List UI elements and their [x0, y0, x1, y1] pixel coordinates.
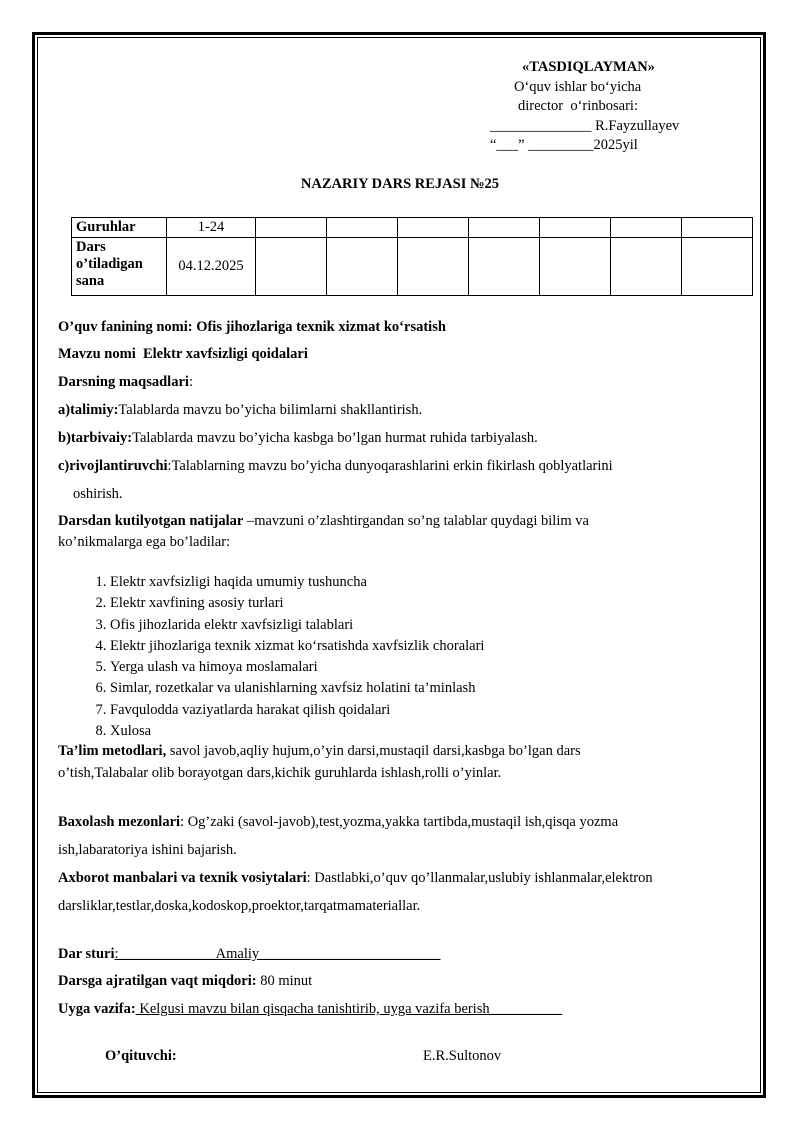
- results-intro-text: –mavzuni o’zlashtirgandan so’ng talablar quydagi bilim va: [243, 513, 589, 529]
- list-item: 6. Simlar, rozetkalar va ulanishlarning xavfsiz holatini ta’minlash: [110, 678, 484, 699]
- results-list: [58, 572, 484, 742]
- sources-continuation: darsliklar,testlar,doska,kodoskop,proektor,tarqatmamateriallar.: [58, 898, 421, 914]
- table-cell: [256, 238, 327, 296]
- goal-c-label: c)rivojlantiruvchi: [58, 458, 168, 474]
- methods-label: Ta’lim metodlari,: [58, 743, 167, 759]
- table-cell: [611, 238, 682, 296]
- list-item: 3. Ofis jihozlarida elektr xavfsizligi talablari: [110, 615, 484, 636]
- results-label: Darsdan kutilyotgan natijalar: [58, 513, 244, 529]
- assessment-continuation: ish,labaratoriya ishini bajarish.: [58, 842, 237, 858]
- table-cell: [540, 218, 611, 238]
- methods-continuation: o’tish,Talabalar olib borayotgan dars,kichik guruhlarda ishlash,rolli o’yinlar.: [58, 765, 502, 781]
- goal-c-text: :Talablarning mavzu bo’yicha dunyoqarashlarini erkin fikirlash qoblyatlarini: [167, 458, 613, 474]
- date-label: Dars o’tiladigan sana: [72, 238, 167, 296]
- goal-a-label: a)talimiy:: [58, 402, 119, 418]
- methods-text: savol javob,aqliy hujum,o’yin darsi,mustaqil darsi,kasbga bo’lgan dars: [166, 743, 581, 759]
- page-border-inner: [37, 37, 761, 1093]
- date-value: 04.12.2025: [167, 238, 256, 296]
- list-item: 7. Favqulodda vaziyatlarda harakat qilish qoidalari: [110, 700, 484, 721]
- goal-b-text: Talablarda mavzu bo’yicha kasbga bo’lgan hurmat ruhida tarbiyalash.: [132, 430, 538, 446]
- teacher-label: O’qituvchi:: [105, 1048, 177, 1064]
- groups-label: Guruhlar: [72, 218, 167, 238]
- table-cell: [540, 238, 611, 296]
- table-row: [72, 238, 753, 296]
- results-intro: [58, 513, 589, 530]
- goals-label: Darsning maqsadlari: [58, 374, 189, 390]
- table-cell: [682, 218, 753, 238]
- approval-heading: «TASDIQLAYMAN»: [522, 59, 655, 75]
- table-cell: [398, 238, 469, 296]
- table-cell: [469, 238, 540, 296]
- sources-label: Axborot manbalari va texnik vosiytalari: [58, 870, 307, 886]
- groups-table: [71, 217, 753, 296]
- table-cell: [327, 238, 398, 296]
- document-title: NAZARIY DARS REJASI №25: [300, 176, 500, 192]
- goal-a-text: Talablarda mavzu bo’yicha bilimlarni shakllantirish.: [118, 402, 423, 418]
- goals-heading: Darsning maqsadlari:: [58, 374, 193, 390]
- goal-b: [58, 430, 538, 447]
- time-label: Darsga ajratilgan vaqt miqdori:: [58, 973, 257, 989]
- approval-line-2: director o‘rinbosari:: [518, 98, 638, 114]
- table-cell: [611, 218, 682, 238]
- topic-label: Mavzu nomi: [58, 346, 136, 362]
- teacher-name: E.R.Sultonov: [423, 1048, 502, 1064]
- topic-value: Elektr xavfsizligi qoidalari: [142, 346, 308, 362]
- approval-block: [490, 58, 760, 156]
- homework-value: Kelgusi mavzu bilan qisqacha tanishtirib, uyga vazifa berish__________: [135, 1001, 563, 1017]
- sources-text: : Dastlabki,o’quv qo’llanmalar,uslubiy ishlanmalar,elektron: [306, 870, 653, 886]
- approval-signature-line: ______________ R.Fayzullayev: [490, 117, 680, 134]
- sources-line: [58, 870, 653, 887]
- lesson-type-label: Dar sturi: [58, 946, 115, 962]
- approval-date-line: “___” _________2025yil: [490, 137, 638, 153]
- table-cell: [469, 218, 540, 238]
- results-intro-continuation: ko’nikmalarga ega bo’ladilar:: [58, 534, 231, 550]
- lesson-type-line: [58, 946, 440, 963]
- list-item: 8. Xulosa: [110, 721, 484, 742]
- approval-line-1: O‘quv ishlar bo‘yicha: [514, 78, 642, 95]
- table-row: [72, 218, 753, 238]
- topic-line: [58, 346, 308, 363]
- goal-c-continuation: oshirish.: [73, 486, 123, 502]
- methods-line: [58, 743, 581, 760]
- table-cell: [398, 218, 469, 238]
- assessment-text: : Og’zaki (savol-javob),test,yozma,yakka tartibda,mustaqil ish,qisqa yozma: [180, 814, 619, 830]
- list-item: 1. Elektr xavfsizligi haqida umumiy tushuncha: [110, 572, 484, 593]
- goal-a: [58, 402, 422, 419]
- homework-label: Uyga vazifa:: [58, 1001, 136, 1017]
- table-cell: [682, 238, 753, 296]
- list-item: 5. Yerga ulash va himoya moslamalari: [110, 657, 484, 678]
- assessment-line: [58, 814, 618, 831]
- table-cell: [327, 218, 398, 238]
- assessment-label: Baxolash mezonlari: [58, 814, 181, 830]
- goal-c: [58, 458, 613, 475]
- homework-line: [58, 1001, 562, 1018]
- time-line: [58, 973, 312, 990]
- list-item: 4. Elektr jihozlariga texnik xizmat ko‘rsatishda xavfsizlik choralari: [110, 636, 484, 657]
- lesson-type-value: :_____________ Amaliy_________________________: [114, 946, 441, 962]
- subject-line: O’quv fanining nomi: Ofis jihozlariga texnik xizmat ko‘rsatish: [58, 319, 446, 335]
- groups-value: 1-24: [167, 218, 256, 238]
- list-item: 2. Elektr xavfining asosiy turlari: [110, 593, 484, 614]
- table-cell: [256, 218, 327, 238]
- goal-b-label: b)tarbivaiy:: [58, 430, 133, 446]
- time-value: 80 minut: [256, 973, 313, 989]
